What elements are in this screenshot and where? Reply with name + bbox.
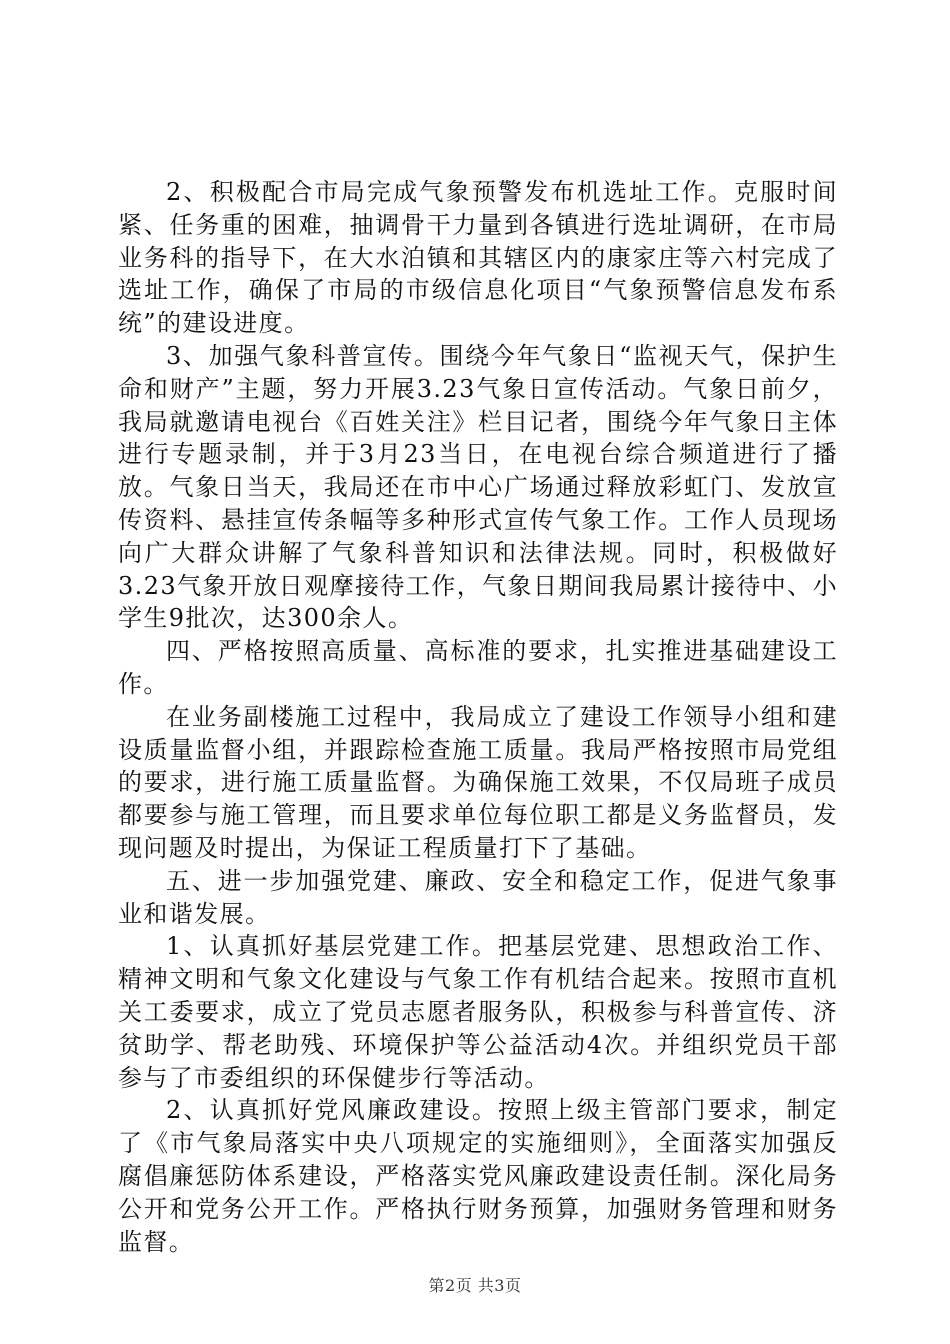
paragraph-construction-supervision: 在业务副楼施工过程中，我局成立了建设工作领导小组和建设质量监督小组，并跟踪检查施工质量。我局严格按照市局党组的要求，进行施工质量监督。为确保施工效果，不仅局班子成员都要参与施工管理，而且要求单位每位职工都是义务监督员，发现问题及时提出，为保证工程质量打下了基础。 bbox=[118, 702, 838, 862]
document-body bbox=[118, 176, 838, 1258]
section-heading-four: 四、严格按照高质量、高标准的要求，扎实推进基础建设工作。 bbox=[118, 637, 838, 698]
page-number-footer: 第2页 共3页 bbox=[428, 1276, 522, 1295]
paragraph-item-1-party-building: 1、认真抓好基层党建工作。把基层党建、思想政治工作、精神文明和气象文化建设与气象工作有机结合起来。按照市直机关工委要求，成立了党员志愿者服务队，积极参与科普宣传、济贫助学、帮老助残、环境保护等公益活动4次。并组织党员干部参与了市委组织的环保健步行等活动。 bbox=[118, 932, 838, 1092]
paragraph-item-2-site-selection: 2、积极配合市局完成气象预警发布机选址工作。克服时间紧、任务重的困难，抽调骨干力量到各镇进行选址调研，在市局业务科的指导下，在大水泊镇和其辖区内的康家庄等六村完成了选址工作，确保了市局的市级信息化项目“气象预警信息发布系统”的建设进度。 bbox=[118, 178, 838, 338]
paragraph-item-3-science-publicity: 3、加强气象科普宣传。围绕今年气象日“监视天气，保护生命和财产”主题，努力开展3.23气象日宣传活动。气象日前夕，我局就邀请电视台《百姓关注》栏目记者，围绕今年气象日主体进行专题录制，并于3月23当日，在电视台综合频道进行了播放。气象日当天，我局还在市中心广场通过释放彩虹门、发放宣传资料、悬挂宣传条幅等多种形式宣传气象工作。工作人员现场向广大群众讲解了气象科普知识和法律法规。同时，积极做好3.23气象开放日观摩接待工作，气象日期间我局累计接待中、小学生9批次，达300余人。 bbox=[118, 341, 838, 633]
section-heading-five: 五、进一步加强党建、廉政、安全和稳定工作，促进气象事业和谐发展。 bbox=[118, 866, 838, 928]
paragraph-item-2-clean-government: 2、认真抓好党风廉政建设。按照上级主管部门要求，制定了《市气象局落实中央八项规定的实施细则》，全面落实加强反腐倡廉惩防体系建设，严格落实党风廉政建设责任制。深化局务公开和党务公开工作。严格执行财务预算，加强财务管理和财务监督。 bbox=[118, 1096, 838, 1256]
